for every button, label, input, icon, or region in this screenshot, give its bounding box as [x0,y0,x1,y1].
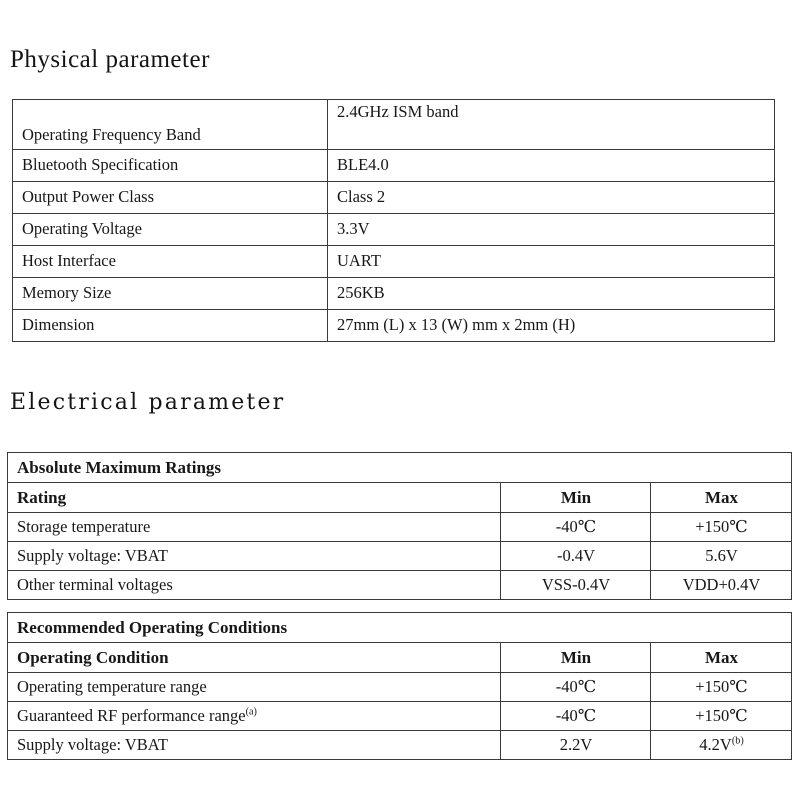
column-header-condition: Operating Condition [8,643,501,673]
param-label: Dimension [13,310,328,342]
condition-label [8,731,501,760]
table-row [13,278,775,310]
column-header-min: Min [501,643,651,673]
condition-min: -40℃ [501,673,651,702]
table-row [8,673,792,702]
table-row [13,214,775,246]
column-header-min: Min [501,483,651,513]
page-title-physical-parameter: Physical parameter [10,46,210,73]
table-row [8,513,792,542]
table-row [13,150,775,182]
table-row [8,702,792,731]
param-value: BLE4.0 [328,150,775,182]
param-label: Output Power Class [13,182,328,214]
recommended-operating-conditions-table [7,612,792,760]
table-row [13,310,775,342]
rating-min: -0.4V [501,542,651,571]
condition-max-footnote-marker: (b) [731,735,744,747]
condition-label [8,673,501,702]
table-row [13,100,775,150]
table-header-row [8,643,792,673]
rating-label: Other terminal voltages [8,571,501,600]
condition-label-text: Supply voltage: VBAT [17,734,168,754]
param-label: Operating Voltage [13,214,328,246]
table-row [13,246,775,278]
table-header-row [8,483,792,513]
rating-min: -40℃ [501,513,651,542]
rating-max: VDD+0.4V [651,571,792,600]
param-label: Bluetooth Specification [13,150,328,182]
table-group-title: Absolute Maximum Ratings [8,453,792,483]
table-row [8,542,792,571]
rating-label: Supply voltage: VBAT [8,542,501,571]
condition-min: 2.2V [501,731,651,760]
condition-max [651,731,792,760]
param-value: 2.4GHz ISM band [328,100,775,150]
table-group-title-row [8,453,792,483]
param-label: Memory Size [13,278,328,310]
condition-max-text: +150℃ [695,676,748,696]
table-row [8,571,792,600]
column-header-max: Max [651,483,792,513]
table-group-title-row [8,613,792,643]
column-header-condition: Rating [8,483,501,513]
condition-label [8,702,501,731]
rating-max: 5.6V [651,542,792,571]
param-value: 3.3V [328,214,775,246]
table-row [8,731,792,760]
rating-max: +150℃ [651,513,792,542]
rating-min: VSS-0.4V [501,571,651,600]
condition-max [651,673,792,702]
rating-label: Storage temperature [8,513,501,542]
absolute-maximum-ratings-table [7,452,792,600]
condition-max-text: 4.2V [699,734,732,754]
condition-label-text: Operating temperature range [17,676,207,696]
condition-max-text: +150℃ [695,705,748,725]
condition-footnote-marker: (a) [245,706,257,718]
physical-parameter-table [12,99,775,342]
condition-min: -40℃ [501,702,651,731]
param-value: 256KB [328,278,775,310]
condition-label-text: Guaranteed RF performance range [17,705,246,725]
param-value: 27mm (L) x 13 (W) mm x 2mm (H) [328,310,775,342]
page-title-electrical-parameter: Electrical parameter [10,390,286,415]
table-row [13,182,775,214]
column-header-max: Max [651,643,792,673]
param-label: Host Interface [13,246,328,278]
condition-max [651,702,792,731]
table-group-title: Recommended Operating Conditions [8,613,792,643]
param-value: Class 2 [328,182,775,214]
param-label: Operating Frequency Band [13,100,328,150]
param-value: UART [328,246,775,278]
